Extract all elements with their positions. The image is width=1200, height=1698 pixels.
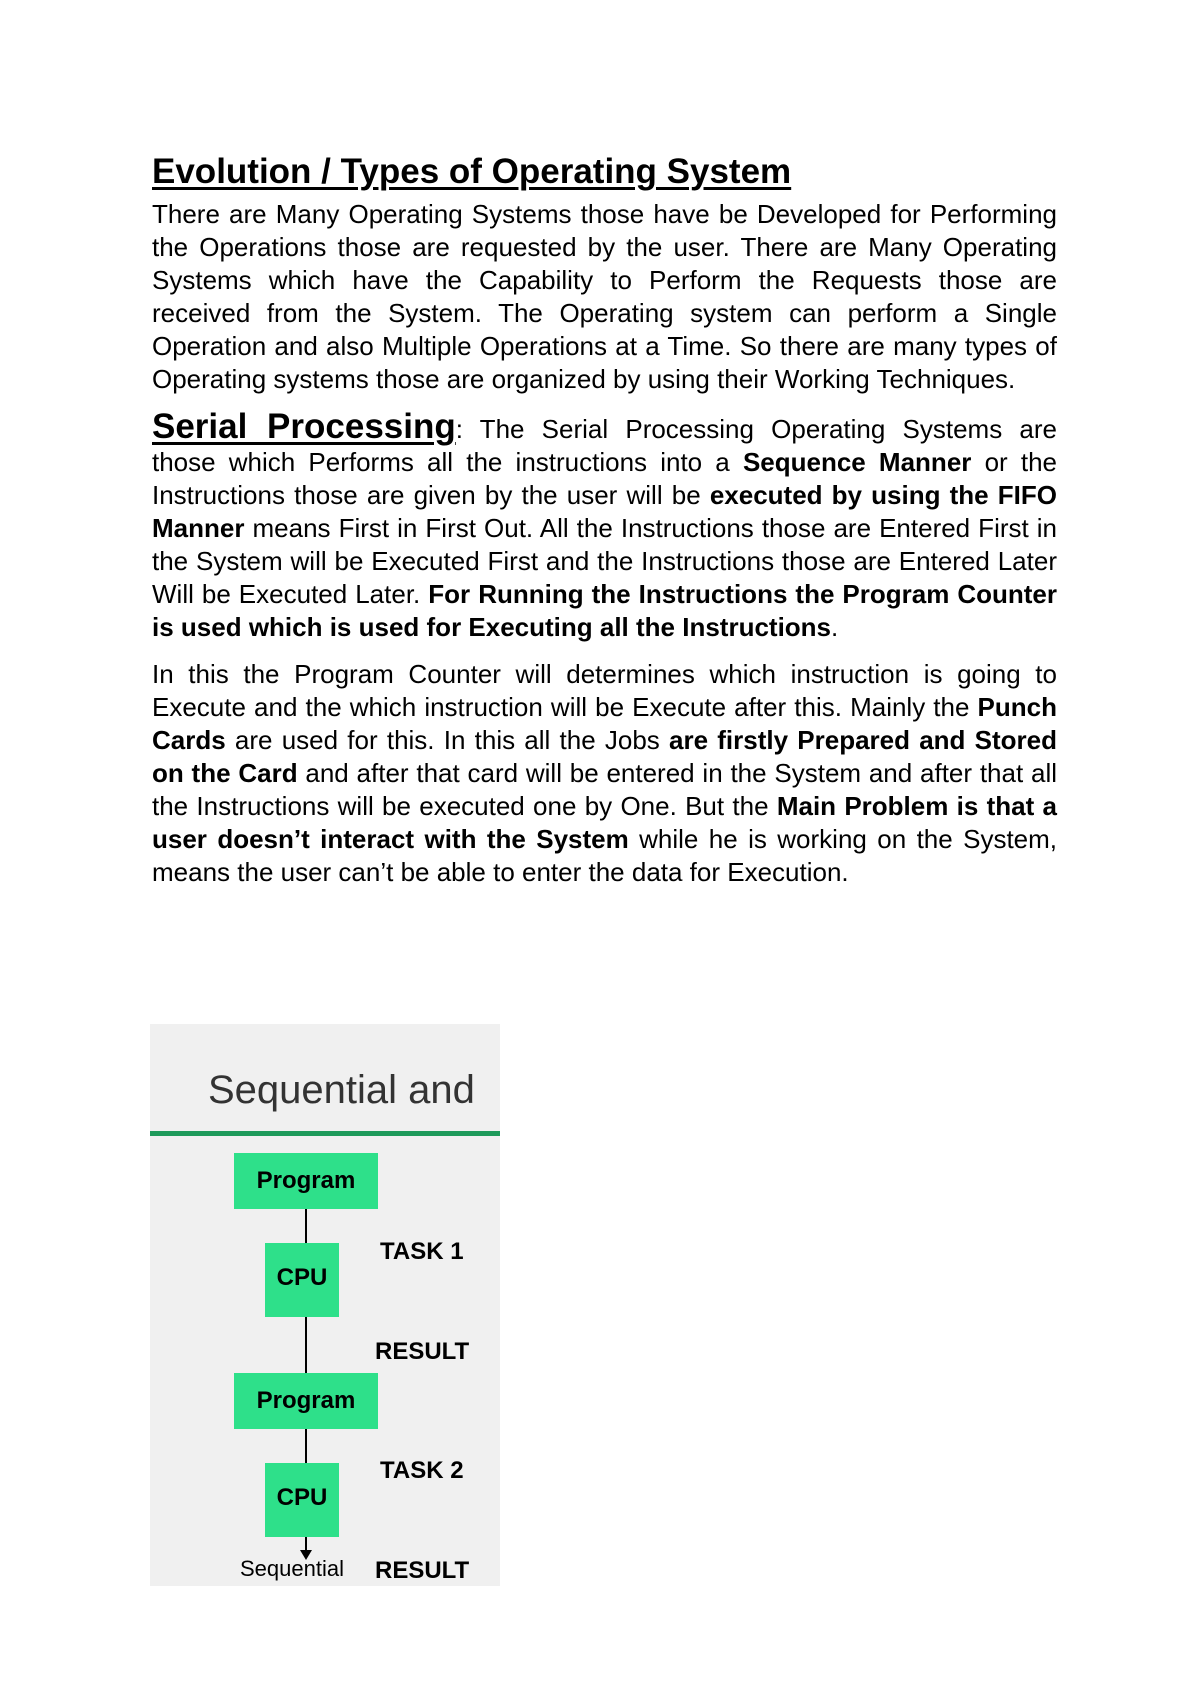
text-run: are used for this. In this all the Jobs [225,724,670,755]
bold-run: For Running the Instructions the Program Counter is used which is used for Executing all the Instructions [152,578,1058,642]
serial-processing-paragraph [152,406,1058,644]
program-box-1: Program [234,1153,378,1209]
figure-divider [150,1131,500,1136]
intro-paragraph: There are Many Operating Systems those have be Developed for Performing the Operations those are requested by the user. There are Many Operating Systems which have the Capability to Perform the Requests those are received from the System. The Operating system can perform a Single Operation and also Multiple Operations at a Time. So there are many types of Operating systems those are organized by using their Working Techniques. [152,198,1057,394]
cpu-box-2: CPU [265,1463,339,1537]
text-run: . [831,611,839,642]
cpu-box-1: CPU [265,1243,339,1317]
connector-line [305,1537,307,1551]
bold-run: are firstly Prepared and Stored on the Card [152,724,1057,788]
connector-line [305,1429,307,1463]
connector-line [305,1209,307,1243]
connector-line [305,1317,307,1373]
program-box-2: Program [234,1373,378,1429]
bold-run: Main Problem is that a user doesn’t interact with the System [152,790,1058,854]
text-run: or the Instructions those are given by the user will be [152,446,1058,510]
sequential-processing-figure [150,1024,500,1586]
bold-run: Sequence Manner [742,446,972,477]
figure-title: Sequential and [208,1068,475,1112]
result-2-label: RESULT [375,1557,470,1584]
text-run: : The Serial Processing Operating Systems are those which Performs all the instructions into a [152,413,1057,477]
text-run: means First in First Out. All the Instructions those are Entered First in the System will be Executed First and the Instructions those are Entered Later Will be Executed Later. [152,512,1057,609]
section-heading-serial-processing: Serial Processing [152,406,456,446]
task-1-label: TASK 1 [380,1238,464,1265]
bold-run: executed by using the FIFO Manner [152,479,1057,543]
program-counter-paragraph [152,658,1057,889]
document-title: Evolution / Types of Operating System [152,152,792,191]
document-page [152,150,1057,889]
bold-run: Punch Cards [152,691,1057,755]
result-1-label: RESULT [375,1338,470,1365]
text-run: and after that card will be entered in the System and after that all the Instructions will be executed one by One. But the [152,757,1057,821]
text-run: In this the Program Counter will determines which instruction is going to Execute and the which instruction will be Execute after this. Mainly the [152,658,1057,722]
task-2-label: TASK 2 [380,1457,464,1484]
text-run: while he is working on the System, means the user can’t be able to enter the data for Execution. [152,823,1058,887]
figure-caption: Sequential [240,1556,344,1581]
